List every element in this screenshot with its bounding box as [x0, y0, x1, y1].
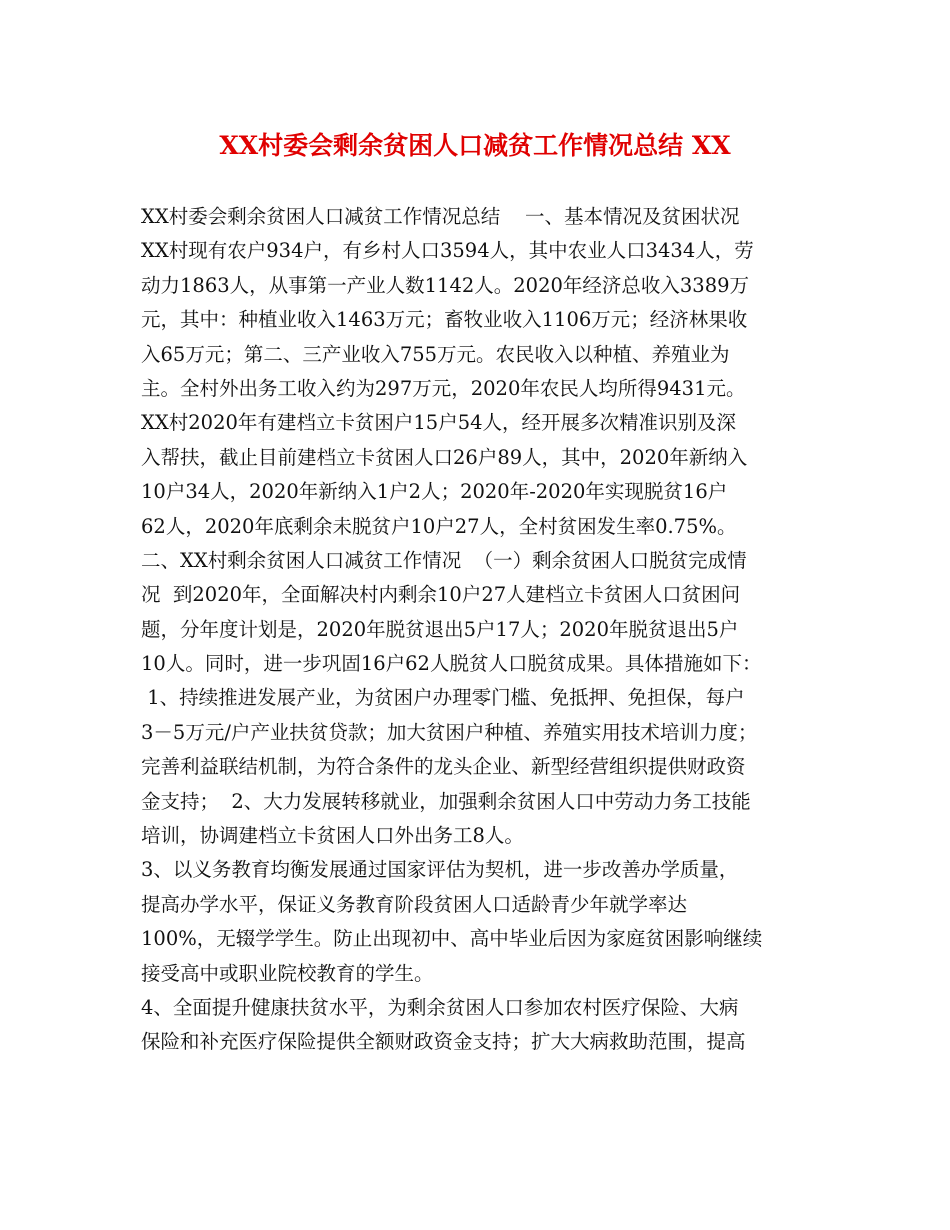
- body-line: 10人。同时，进一步巩固16户62人脱贫人口脱贫成果。具体措施如下：: [141, 652, 762, 676]
- document-body: [141, 200, 813, 1060]
- body-line: 3－5万元/户产业扶贫贷款；加大贫困户种植、养殖实用技术培训力度；: [141, 720, 758, 744]
- body-line: 保险和补充医疗保险提供全额财政资金支持；扩大大病救助范围，提高: [141, 1030, 746, 1054]
- body-line: 金支持； 2、大力发展转移就业，加强剩余贫困人口中劳动力务工技能: [141, 789, 751, 813]
- body-line: 62人，2020年底剩余未脱贫户10户27人，全村贫困发生率0.75%。: [141, 514, 737, 538]
- body-line: 提高办学水平，保证义务教育阶段贫困人口适龄青少年就学率达: [141, 892, 688, 916]
- body-line: 4、全面提升健康扶贫水平，为剩余贫困人口参加农村医疗保险、大病: [141, 995, 739, 1019]
- body-line: 10户34人，2020年新纳入1户2人；2020年-2020年实现脱贫16户: [141, 480, 728, 504]
- body-line: XX村现有农户934户，有乡村人口3594人，其中农业人口3434人，劳: [141, 239, 754, 263]
- body-line: 3、以义务教育均衡发展通过国家评估为契机，进一步改善办学质量，: [141, 858, 739, 882]
- body-line: 二、XX村剩余贫困人口减贫工作情况 （一）剩余贫困人口脱贫完成情: [141, 548, 747, 572]
- body-line: 动力1863人，从事第一产业人数1142人。2020年经济总收入3389万: [141, 273, 750, 297]
- body-line: XX村2020年有建档立卡贫困户15户54人，经开展多次精准识别及深: [141, 411, 737, 435]
- body-line: 入帮扶，截止目前建档立卡贫困人口26户89人，其中，2020年新纳入: [141, 445, 748, 469]
- body-line: 元，其中：种植业收入1463万元；畜牧业收入1106万元；经济林果收: [141, 308, 748, 332]
- body-line: 完善利益联结机制，为符合条件的龙头企业、新型经营组织提供财政资: [141, 755, 746, 779]
- body-line: 培训，协调建档立卡贫困人口外出务工8人。: [141, 824, 524, 848]
- body-line: 况 到2020年，全面解决村内剩余10户27人建档立卡贫困人口贫困问: [141, 583, 741, 607]
- body-line: 入65万元；第二、三产业收入755万元。农民收入以种植、养殖业为: [141, 342, 730, 366]
- body-line: 接受高中或职业院校教育的学生。: [141, 961, 434, 985]
- body-line: 100%，无辍学学生。防止出现初中、高中毕业后因为家庭贫困影响继续: [141, 927, 763, 951]
- body-line: 主。全村外出务工收入约为297万元，2020年农民人均所得9431元。: [141, 376, 746, 400]
- body-line: XX村委会剩余贫困人口减贫工作情况总结 一、基本情况及贫困状况: [141, 205, 740, 228]
- document-title: XX村委会剩余贫困人口减贫工作情况总结 XX: [219, 131, 731, 160]
- body-line: 1、持续推进发展产业，为贫困户办理零门槛、免抵押、免担保，每户: [141, 686, 745, 710]
- body-line: 题，分年度计划是，2020年脱贫退出5户17人；2020年脱贫退出5户: [141, 617, 739, 641]
